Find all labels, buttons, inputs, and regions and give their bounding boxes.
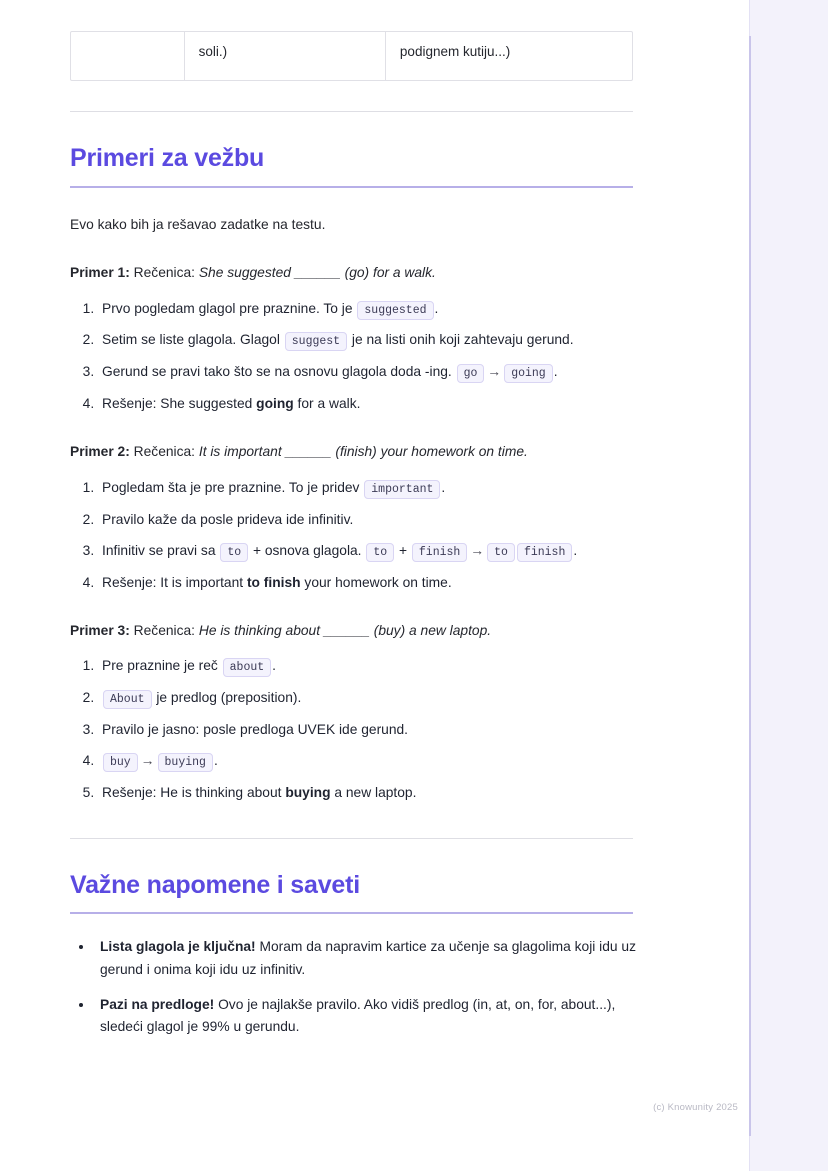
step-text: .	[573, 542, 578, 558]
step-text: Rešenje: She suggested	[102, 395, 257, 411]
inline-code: buying	[158, 753, 213, 772]
example-label: Primer 3:	[70, 623, 130, 639]
list-item	[98, 572, 636, 593]
note-title: Lista glagola je ključna!	[100, 939, 256, 955]
example-label: Primer 1:	[70, 265, 130, 281]
inline-code: suggested	[357, 301, 433, 320]
inline-code: suggest	[285, 332, 347, 351]
section-divider-bottom	[70, 838, 633, 839]
example-heading	[70, 441, 636, 462]
emphasis-text: to finish	[246, 574, 301, 590]
step-text: + osnova glagola.	[249, 542, 366, 558]
table-cell-1	[71, 32, 185, 80]
emphasis-text: going	[256, 395, 294, 411]
list-item	[98, 655, 636, 677]
step-text: Rešenje: It is important	[102, 574, 247, 590]
inline-code: going	[504, 364, 553, 383]
list-item	[98, 393, 636, 414]
step-text: your homework on time.	[300, 574, 452, 590]
step-text: Infinitiv se pravi sa	[102, 542, 220, 558]
section-divider-top	[70, 111, 633, 112]
example-sentence: He is thinking about ______ (buy) a new laptop.	[198, 623, 492, 639]
rail-divider	[749, 36, 751, 1136]
list-item	[98, 687, 636, 709]
note-title: Pazi na predloge!	[100, 997, 215, 1013]
list-item	[98, 361, 636, 383]
right-side-rail	[749, 0, 828, 1171]
step-text: +	[395, 542, 411, 558]
step-text: Setim se liste glagola. Glagol	[102, 332, 284, 348]
list-item	[98, 782, 636, 803]
list-item	[94, 936, 636, 981]
section-title-primeri: Primeri za vežbu	[70, 144, 633, 188]
example-heading	[70, 620, 636, 641]
inline-code: finish	[412, 543, 467, 562]
inline-code: buy	[103, 753, 138, 772]
step-text: .	[553, 364, 558, 380]
example-label: Primer 2:	[70, 444, 130, 460]
inline-code: to	[487, 543, 515, 562]
example-heading	[70, 262, 636, 283]
example-sentence: She suggested ______ (go) for a walk.	[198, 265, 436, 281]
list-item	[98, 477, 636, 499]
example-steps	[70, 477, 636, 593]
step-text: Gerund se pravi tako što se na osnovu glagola doda -ing.	[102, 364, 456, 380]
list-item	[98, 540, 636, 562]
step-text: je predlog (preposition).	[152, 690, 302, 706]
list-item	[94, 994, 636, 1039]
step-text: for a walk.	[293, 395, 361, 411]
table-cell-2: soli.)	[185, 32, 386, 80]
document-content	[70, 0, 636, 1052]
example-sentence: It is important ______ (finish) your homework on time.	[198, 444, 528, 460]
inline-code: to	[366, 543, 394, 562]
inline-code: to	[220, 543, 248, 562]
step-text: a new laptop.	[330, 785, 417, 801]
step-text: .	[213, 753, 218, 769]
step-text: Pravilo kaže da posle prideva ide infinitiv.	[102, 511, 354, 527]
arrow-icon: →	[140, 753, 155, 769]
inline-code: important	[364, 480, 440, 499]
example-sentence-prefix: Rečenica:	[129, 444, 199, 460]
arrow-icon: →	[470, 542, 485, 558]
step-text: .	[272, 658, 276, 674]
step-text: .	[434, 300, 439, 316]
example-steps	[70, 298, 636, 415]
inline-code: go	[457, 364, 485, 383]
examples-container	[70, 262, 636, 804]
table-fragment	[70, 31, 633, 81]
inline-code: finish	[517, 543, 572, 562]
step-text: Pre praznine je reč	[102, 658, 222, 674]
note-text: Moram da napravim kartice za učenje sa glagolima koji idu uz gerund i onima koji idu uz infinitiv.	[100, 939, 636, 977]
step-text: Pravilo je jasno: posle predloga UVEK ide gerund.	[102, 722, 409, 738]
step-text: .	[441, 479, 446, 495]
arrow-icon: →	[487, 364, 502, 380]
inline-code: about	[223, 658, 272, 677]
list-item	[98, 719, 636, 740]
example-sentence-prefix: Rečenica:	[129, 623, 199, 639]
emphasis-text: buying	[285, 785, 331, 801]
section-lead-text: Evo kako bih ja rešavao zadatke na testu.	[70, 216, 326, 232]
step-text: Pogledam šta je pre praznine. To je pridev	[102, 479, 364, 495]
step-text: Prvo pogledam glagol pre praznine. To je	[102, 300, 357, 316]
footer-credit: (c) Knowunity 2025	[653, 1102, 738, 1113]
inline-code: About	[103, 690, 152, 709]
note-text: Ovo je najlakše pravilo. Ako vidiš predlog (in, at, on, for, about...), sledeći glagol je 99% u gerundu.	[100, 997, 616, 1035]
list-item	[98, 509, 636, 530]
table-cell-3: podignem kutiju...)	[399, 44, 511, 59]
step-text: je na listi onih koji zahtevaju gerund.	[348, 332, 574, 348]
example-sentence-prefix: Rečenica:	[129, 265, 199, 281]
step-text: Rešenje: He is thinking about	[102, 785, 286, 801]
list-item	[98, 750, 636, 772]
section-title-napomene: Važne napomene i saveti	[70, 871, 633, 915]
list-item	[98, 298, 636, 320]
list-item	[98, 329, 636, 351]
notes-list	[70, 936, 636, 1038]
example-steps	[70, 655, 636, 803]
